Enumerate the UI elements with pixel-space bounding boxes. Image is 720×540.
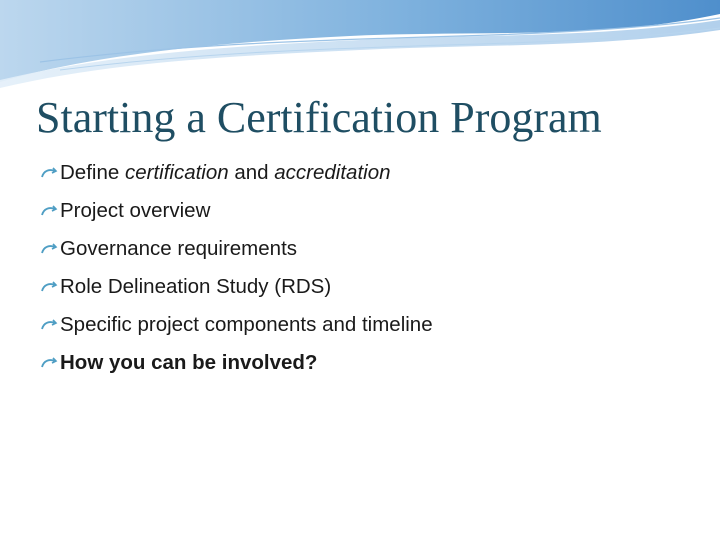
bullet-item-governance (40, 230, 433, 268)
bullet-text: Role Delineation Study (RDS) (60, 275, 332, 298)
bullet-text: Project overview (60, 199, 211, 222)
bullet-item-rds (40, 268, 433, 306)
curved-arrow-icon (40, 318, 58, 332)
curved-arrow-icon (40, 204, 58, 218)
bullet-text: Governance requirements (60, 237, 298, 260)
curved-arrow-icon (40, 356, 58, 370)
bullet-item-components-timeline (40, 306, 433, 344)
bullet-item-definitions (40, 154, 433, 192)
curved-arrow-icon (40, 166, 58, 180)
bullet-text: How you can be involved? (60, 351, 318, 374)
curved-arrow-icon (40, 242, 58, 256)
curved-arrow-icon (40, 280, 58, 294)
header-swoosh-decoration (0, 0, 720, 90)
slide-title: Starting a Certification Program (36, 93, 602, 142)
bullet-item-involvement (40, 344, 433, 382)
bullet-text: Specific project components and timeline (60, 313, 433, 336)
bullet-item-project-overview (40, 192, 433, 230)
bullet-text: Define certification and accreditation (60, 161, 391, 184)
bullet-list (40, 154, 433, 382)
